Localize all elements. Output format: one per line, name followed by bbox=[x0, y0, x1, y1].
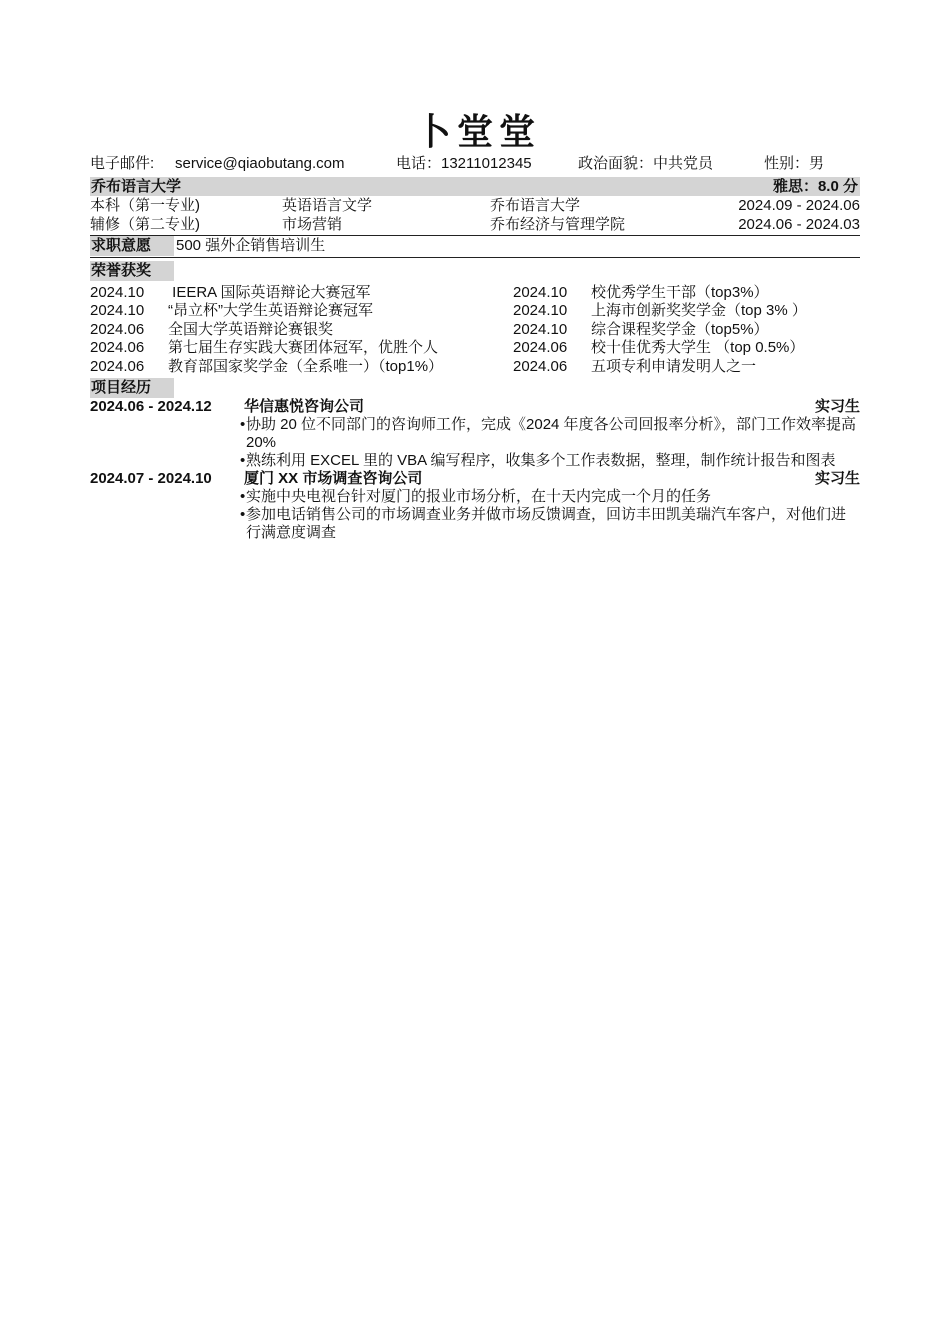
gender-info: 性别：男 bbox=[764, 155, 825, 172]
honor-item bbox=[513, 302, 860, 320]
project-header bbox=[90, 398, 860, 416]
honor-date: 2024.10 bbox=[90, 284, 145, 301]
major: 英语语言文学 bbox=[282, 197, 373, 214]
institution: 乔布语言大学 bbox=[490, 197, 581, 214]
projects-label: 项目经历 bbox=[90, 378, 174, 398]
bullet-item bbox=[240, 506, 860, 542]
honor-date: 2024.06 bbox=[513, 357, 568, 375]
political-status: 政治面貌：中共党员 bbox=[578, 155, 714, 172]
bullet-text: 参加电话销售公司的市场调查业务并做市场反馈调查，回访丰田凯美瑞汽车客户，对他们进行满意度调查 bbox=[246, 505, 847, 541]
honor-item bbox=[513, 284, 860, 302]
honors-label: 荣誉获奖 bbox=[90, 261, 174, 281]
honors-left-column bbox=[90, 284, 513, 376]
section-divider bbox=[90, 257, 860, 258]
honor-text: 校优秀学生干部（top3%） bbox=[591, 284, 769, 301]
project-entry bbox=[90, 470, 860, 542]
phone-info: 电话：13211012345 bbox=[396, 155, 532, 172]
bullet-item bbox=[240, 416, 860, 452]
honor-text: 综合课程奖学金（top5%） bbox=[591, 320, 769, 338]
honor-text: IEERA 国际英语辩论大赛冠军 bbox=[168, 284, 371, 301]
honor-text: “昂立杯”大学生英语辩论赛冠军 bbox=[168, 302, 373, 320]
bullet-icon: • bbox=[240, 505, 246, 523]
honor-item bbox=[90, 302, 513, 320]
project-header bbox=[90, 470, 860, 488]
ielts-score: 雅思：8.0 分 bbox=[772, 178, 858, 195]
degree: 辅修（第二专业) bbox=[90, 216, 200, 233]
honor-item bbox=[90, 321, 513, 339]
email-block bbox=[90, 154, 396, 174]
honor-date: 2024.10 bbox=[513, 302, 568, 320]
job-role: 实习生 bbox=[814, 469, 860, 487]
honor-item bbox=[90, 284, 513, 302]
honor-date: 2024.10 bbox=[513, 320, 568, 338]
honor-text: 五项专利申请发明人之一 bbox=[591, 357, 757, 375]
education-row bbox=[90, 215, 860, 234]
job-intent bbox=[90, 236, 860, 256]
honor-text: 全国大学英语辩论赛银奖 bbox=[168, 320, 334, 338]
email-label: 电子邮件: bbox=[90, 155, 155, 172]
honor-item bbox=[90, 358, 513, 376]
honor-item bbox=[90, 339, 513, 357]
bullet-icon: • bbox=[240, 451, 246, 469]
honor-date: 2024.10 bbox=[90, 302, 145, 320]
project-period: 2024.07 - 2024.10 bbox=[90, 469, 212, 487]
institution: 乔布经济与管理学院 bbox=[490, 216, 626, 233]
honor-text: 上海市创新奖奖学金（top 3% ） bbox=[591, 302, 807, 320]
company-name: 厦门 XX 市场调查咨询公司 bbox=[244, 469, 423, 487]
honors-right-column bbox=[513, 284, 860, 376]
study-period: 2024.06 - 2024.03 bbox=[738, 216, 860, 233]
honors-list bbox=[90, 284, 860, 376]
bullet-item bbox=[240, 488, 860, 506]
email-value: service@qiaobutang.com bbox=[175, 155, 345, 172]
projects-header bbox=[90, 378, 860, 398]
job-role: 实习生 bbox=[814, 397, 860, 415]
honor-item bbox=[513, 358, 860, 376]
project-bullets bbox=[240, 416, 860, 470]
honor-date: 2024.06 bbox=[90, 357, 145, 375]
honor-item bbox=[513, 339, 860, 357]
bullet-text: 实施中央电视台针对厦门的报业市场分析，在十天内完成一个月的任务 bbox=[246, 487, 712, 505]
major: 市场营销 bbox=[282, 216, 343, 233]
bullet-text: 熟练利用 EXCEL 里的 VBA 编写程序，收集多个工作表数据，整理，制作统计报告和图表 bbox=[246, 451, 836, 469]
honors-header bbox=[90, 261, 860, 281]
education-row bbox=[90, 196, 860, 215]
project-period: 2024.06 - 2024.12 bbox=[90, 397, 212, 415]
degree: 本科（第一专业) bbox=[90, 197, 200, 214]
bullet-icon: • bbox=[240, 487, 246, 505]
company-name: 华信惠悦咨询公司 bbox=[244, 397, 365, 415]
candidate-name: 卜堂堂 bbox=[414, 111, 541, 152]
honor-date: 2024.06 bbox=[90, 339, 145, 357]
study-period: 2024.09 - 2024.06 bbox=[738, 197, 860, 214]
honor-date: 2024.06 bbox=[90, 320, 145, 338]
honor-date: 2024.10 bbox=[513, 284, 568, 301]
contact-info bbox=[90, 154, 860, 174]
bullet-icon: • bbox=[240, 415, 246, 433]
bullet-item bbox=[240, 452, 860, 470]
job-intent-label: 求职意愿 bbox=[90, 236, 174, 256]
job-intent-text: 500 强外企销售培训生 bbox=[176, 237, 326, 254]
bullet-text: 协助 20 位不同部门的咨询师工作，完成《2024 年度各公司回报率分析》，部门工作效率提高 20% bbox=[246, 415, 857, 451]
honor-text: 第七届生存实践大赛团体冠军，优胜个人 bbox=[168, 339, 439, 357]
honor-item bbox=[513, 321, 860, 339]
resume-page bbox=[90, 110, 860, 542]
honor-text: 校十佳优秀大学生 （top 0.5%） bbox=[591, 339, 805, 357]
project-bullets bbox=[240, 488, 860, 542]
project-entry bbox=[90, 398, 860, 470]
education-header bbox=[90, 177, 860, 196]
honor-text: 教育部国家奖学金（全系唯一）（top1%） bbox=[168, 357, 444, 375]
honor-date: 2024.06 bbox=[513, 339, 568, 357]
school-name: 乔布语言大学 bbox=[91, 178, 182, 195]
